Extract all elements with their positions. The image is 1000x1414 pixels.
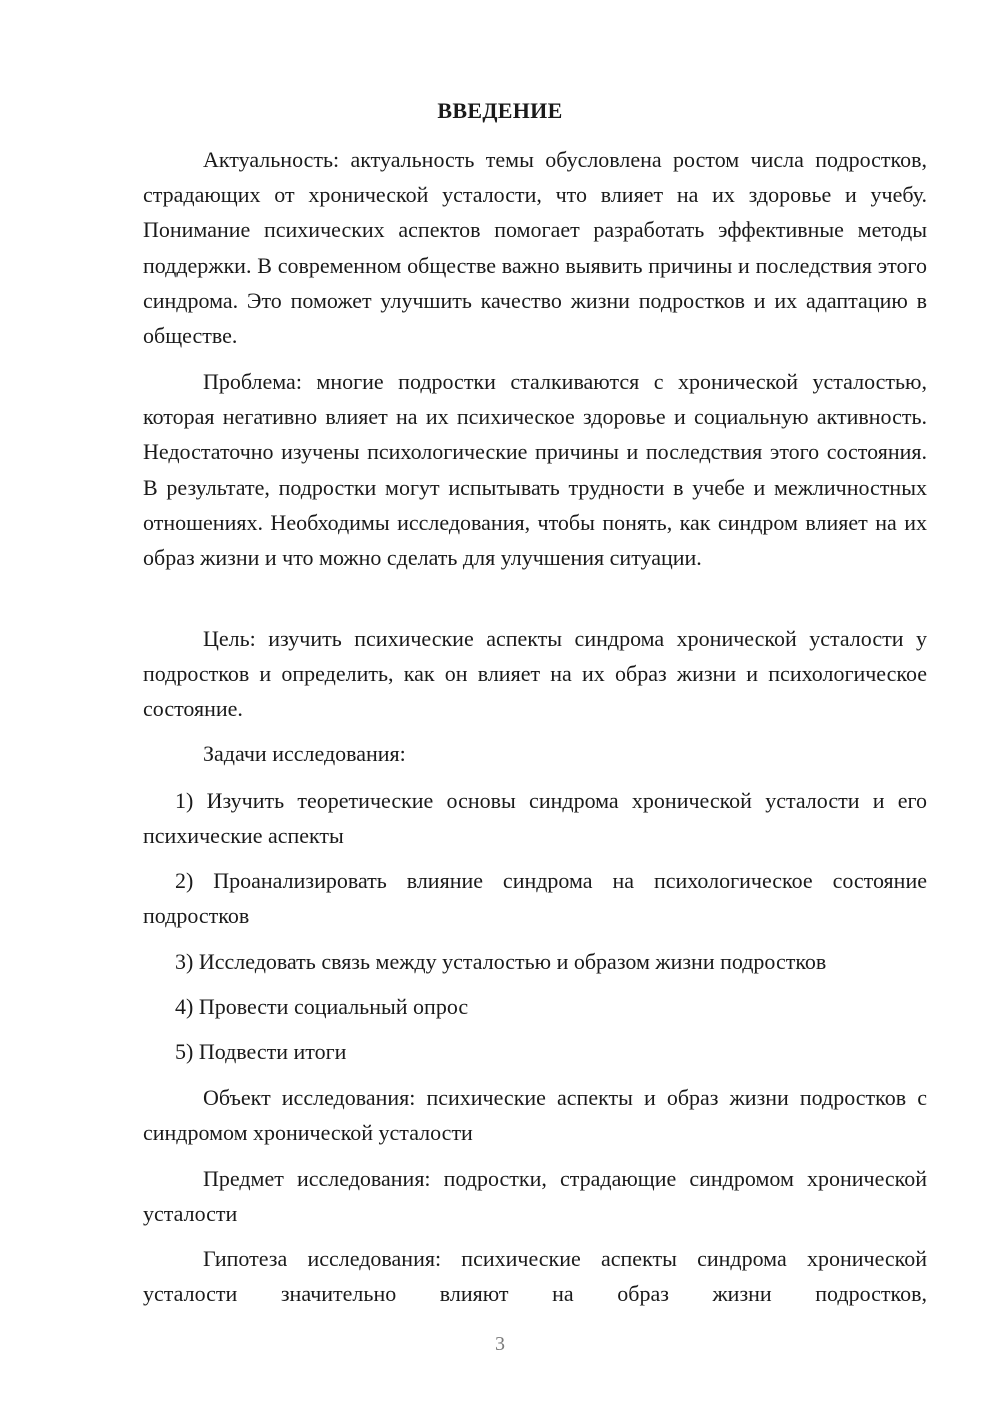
paragraph-relevance: Актуальность: актуальность темы обусловлена ростом числа подростков, страдающих от хронической усталости, что влияет на их здоровье и учебу. Понимание психических аспектов помогает разработать эффективные методы поддержки. В современном обществе важно выявить причины и последствия этого синдрома. Это поможет улучшить качество жизни подростков и их адаптацию в обществе. xyxy=(143,147,927,349)
task-item-3: 3) Исследовать связь между усталостью и образом жизни подростков xyxy=(175,949,827,974)
paragraph-subject: Предмет исследования: подростки, страдающие синдромом хронической усталости xyxy=(143,1166,927,1227)
paragraph-problem: Проблема: многие подростки сталкиваются с хронической усталостью, которая негативно влияет на их психическое здоровье и социальную активность. Недостаточно изучены психологические причины и последствия этого состояния. В результате, подростки могут испытывать трудности в учебе и межличностных отношениях. Необходимы исследования, чтобы понять, как синдром влияет на их образ жизни и что можно сделать для улучшения ситуации. xyxy=(143,369,927,571)
page-number: 3 xyxy=(495,1333,505,1355)
task-item-1: 1) Изучить теоретические основы синдрома хронической усталости и его психические аспекты xyxy=(143,788,927,849)
tasks-heading: Задачи исследования: xyxy=(203,741,406,766)
paragraph-goal: Цель: изучить психические аспекты синдрома хронической усталости у подростков и определить, как он влияет на их образ жизни и психологическое состояние. xyxy=(143,626,927,722)
task-item-4: 4) Провести социальный опрос xyxy=(175,994,469,1019)
task-item-5: 5) Подвести итоги xyxy=(175,1039,347,1064)
page-title: ВВЕДЕНИЕ xyxy=(437,98,563,123)
paragraph-object: Объект исследования: психические аспекты и образ жизни подростков с синдромом хронической усталости xyxy=(143,1085,927,1146)
task-item-2: 2) Проанализировать влияние синдрома на психологическое состояние подростков xyxy=(143,868,927,929)
paragraph-hypothesis: Гипотеза исследования: психические аспекты синдрома хронической усталости значительно влияют на образ жизни подростков, xyxy=(143,1246,927,1307)
